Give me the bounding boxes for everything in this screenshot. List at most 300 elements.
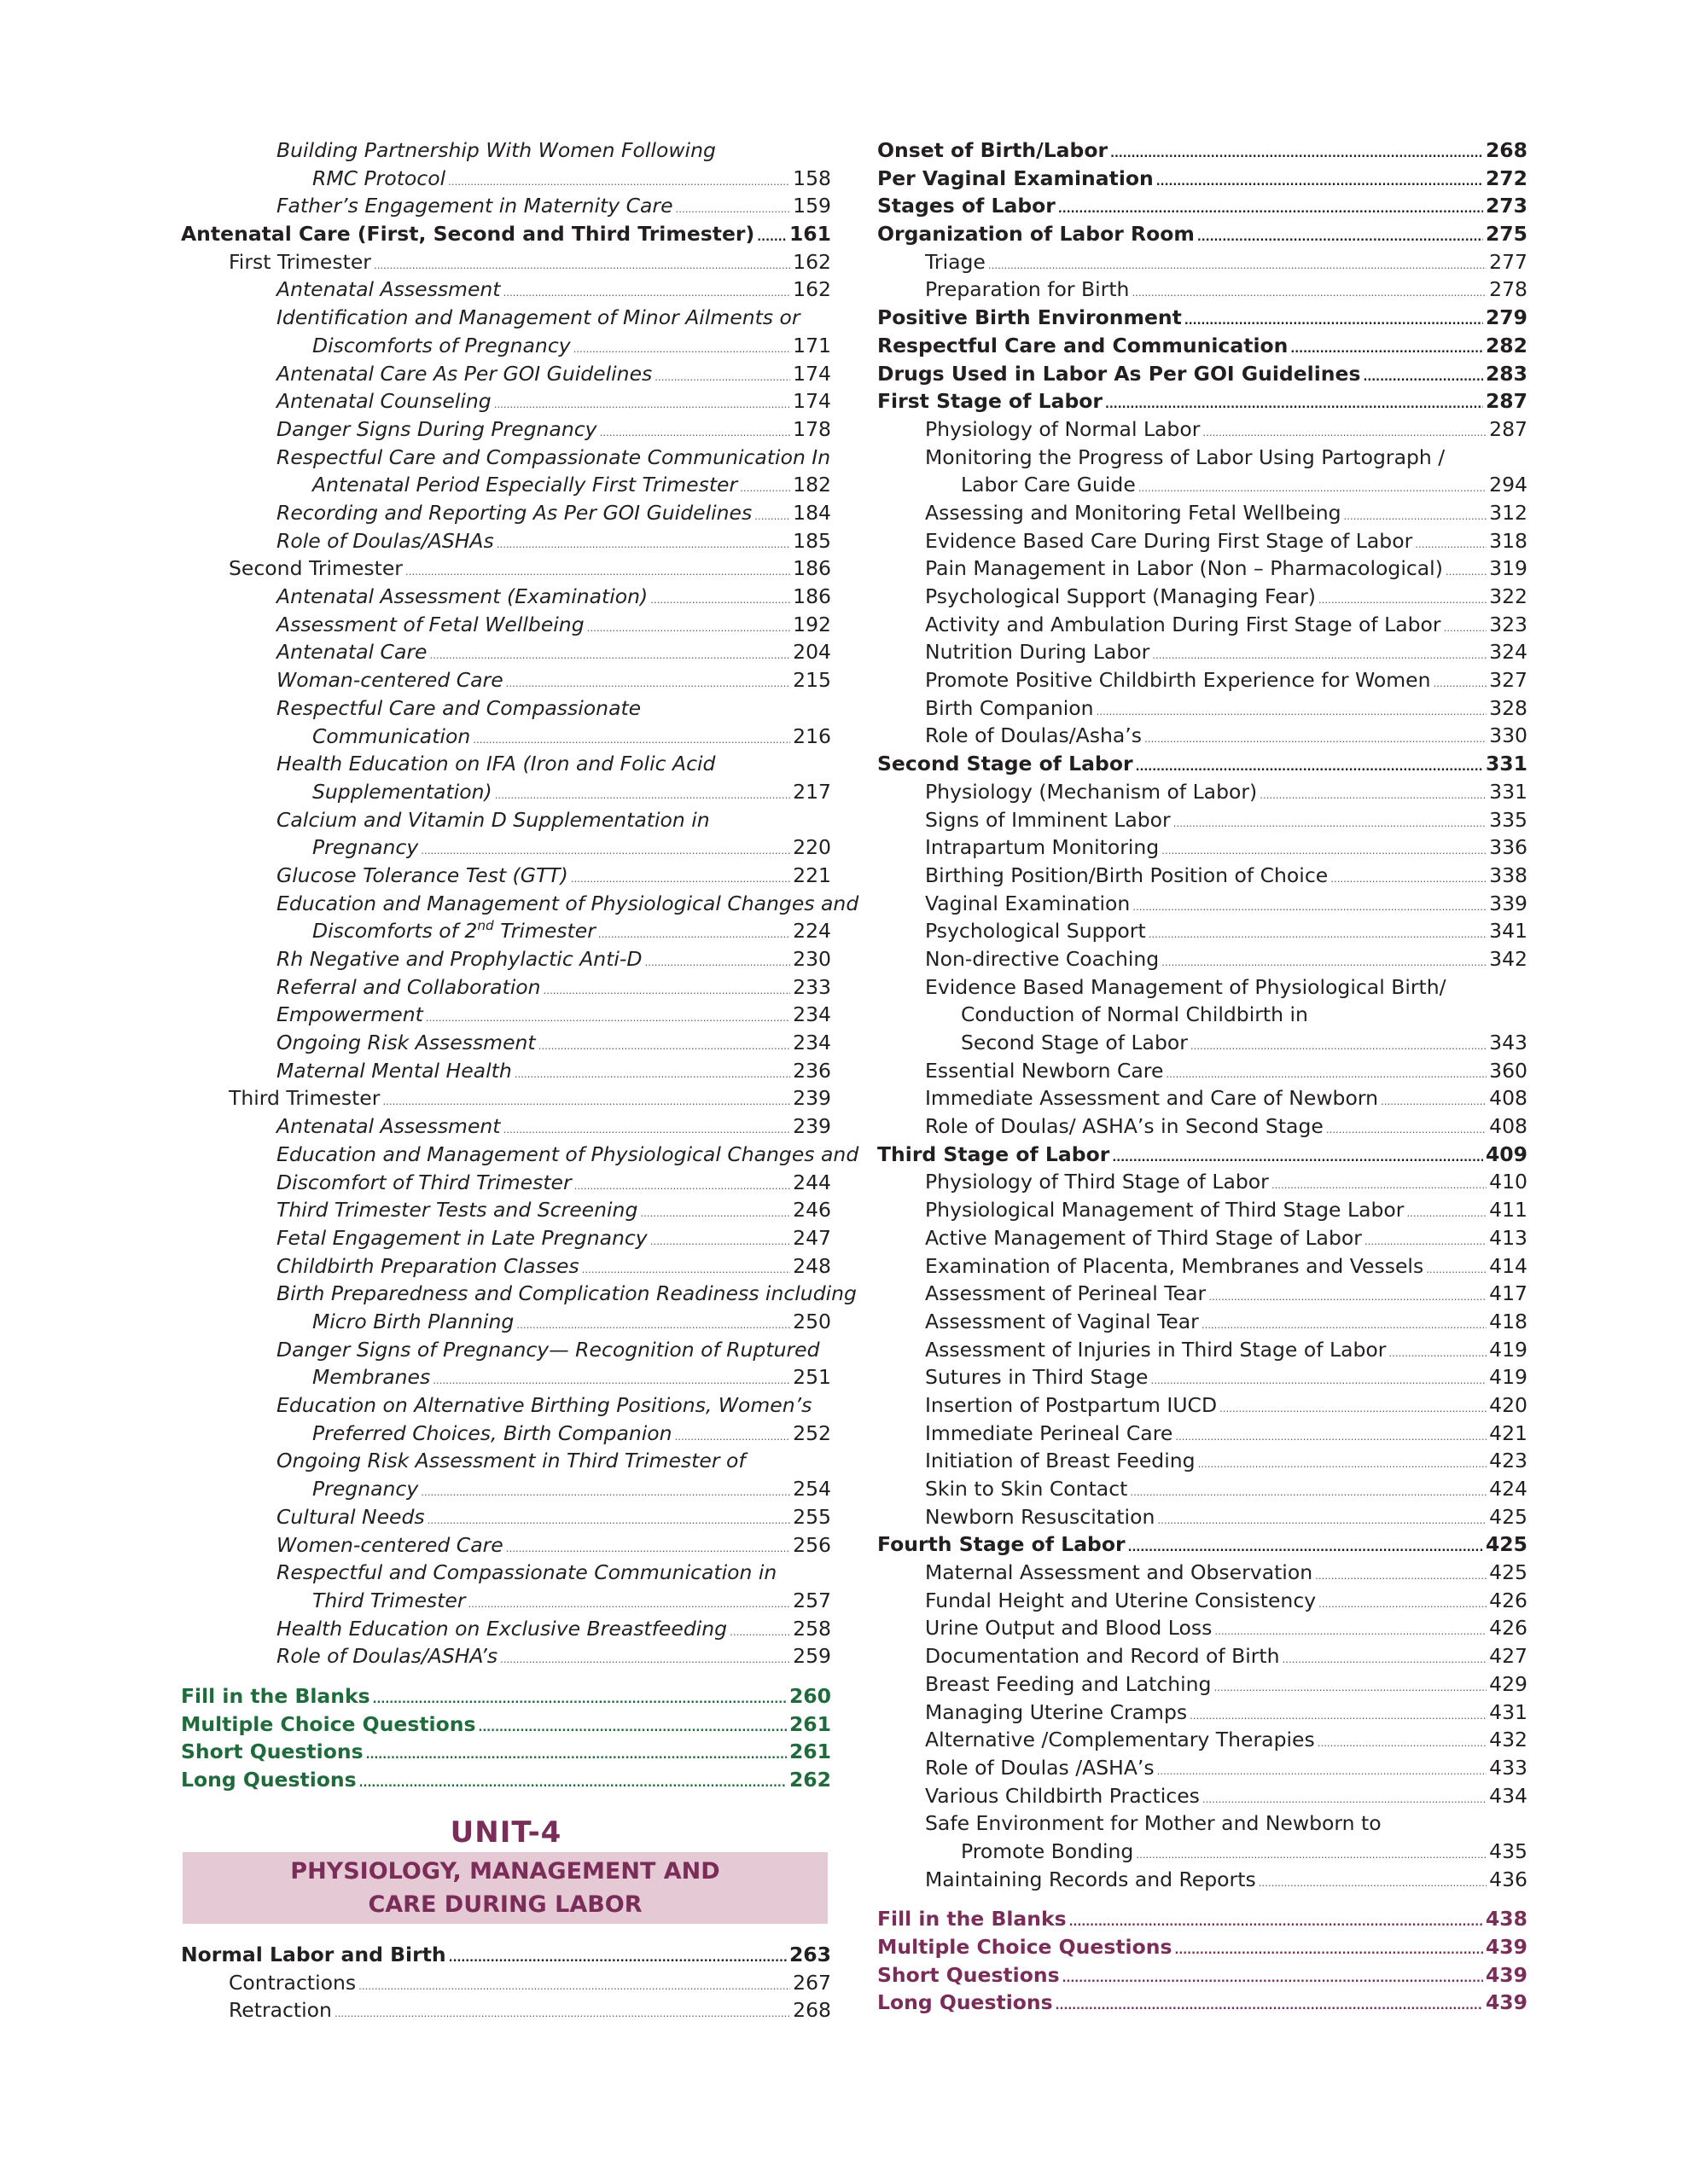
toc-entry-title: Third Trimester — [229, 1086, 381, 1111]
toc-entry-page-number: 260 — [788, 1684, 831, 1709]
toc-entry-title: Role of Doulas/ASHAs — [276, 528, 494, 553]
toc-entry-title-line: Respectful and Compassionate Communication in — [276, 1560, 777, 1585]
toc-entry-page-number: 178 — [793, 416, 831, 441]
toc-entry-title: Short Questions — [877, 1962, 1060, 1987]
toc-entry-page-number: 239 — [793, 1114, 831, 1139]
toc-entry-title: Psychological Support (Managing Fear) — [925, 584, 1316, 609]
toc-entry-title: Micro Birth Planning — [312, 1310, 515, 1334]
toc-entry-title: Second Trimester — [229, 556, 403, 581]
toc-entry — [877, 778, 1527, 806]
toc-entry-title: Respectful Care and Communication — [877, 333, 1289, 357]
toc-entry-title: Referral and Collaboration — [276, 974, 541, 999]
toc-entry-title: Skin to Skin Contact — [925, 1477, 1128, 1502]
toc-entry-title: Psychological Support — [925, 919, 1146, 944]
toc-left-column — [181, 136, 859, 1794]
toc-entry-title: Third Trimester — [312, 1588, 466, 1612]
toc-entry-page-number: 261 — [788, 1740, 831, 1764]
toc-entry-page-number: 409 — [1485, 1141, 1527, 1166]
toc-entry — [877, 1933, 1527, 1961]
toc-entry-title: Birth Companion — [925, 695, 1094, 720]
toc-entry-title: Alternative /Complementary Therapies — [925, 1728, 1315, 1752]
toc-entry-page-number: 423 — [1489, 1449, 1527, 1473]
toc-entry-page-number: 425 — [1489, 1504, 1527, 1529]
toc-left-column-unit4 — [181, 1941, 831, 2024]
toc-entry — [181, 973, 831, 1002]
toc-entry — [877, 583, 1527, 611]
toc-entry — [181, 1531, 831, 1560]
dot-leader — [335, 2000, 790, 2028]
toc-entry-title: Role of Doulas /ASHA’s — [925, 1755, 1155, 1780]
toc-entry-title: Antenatal Assessment (Examination) — [276, 584, 649, 609]
toc-entry-title: Antenatal Care — [276, 640, 428, 665]
toc-entry-title: Empowerment — [276, 1002, 423, 1027]
toc-entry-page-number: 186 — [793, 556, 831, 581]
toc-entry-title: First Trimester — [229, 249, 371, 274]
toc-entry-title-line: Education and Management of Physiological Changes and — [276, 1141, 859, 1166]
toc-entry-title: Role of Doulas/Asha’s — [925, 723, 1143, 748]
toc-entry-title-line: Ongoing Risk Assessment in Third Trimester of — [276, 1449, 746, 1473]
toc-entry — [877, 1782, 1527, 1810]
toc-entry-title: Birthing Position/Birth Position of Choice — [925, 863, 1329, 887]
toc-entry-page-number: 424 — [1489, 1477, 1527, 1502]
toc-entry-title-line: Evidence Based Management of Physiological Birth/ — [925, 974, 1446, 999]
toc-entry-title: Normal Labor and Birth — [181, 1943, 446, 1966]
toc-entry-title: Assessment of Injuries in Third Stage of Labor — [925, 1337, 1387, 1362]
toc-entry-title: Communication — [312, 723, 471, 748]
toc-entry — [877, 1224, 1527, 1252]
toc-entry-title-line: Conduction of Normal Childbirth in — [961, 1002, 1308, 1027]
toc-entry-title: Fourth Stage of Labor — [877, 1532, 1126, 1557]
toc-entry-page-number: 433 — [1489, 1755, 1527, 1780]
toc-entry — [877, 1754, 1527, 1782]
toc-entry-title: Fetal Engagement in Late Pregnancy — [276, 1225, 648, 1250]
toc-entry-title-line: Education on Alternative Birthing Positions, Women’s — [276, 1393, 812, 1418]
toc-entry-title: Father’s Engagement in Maternity Care — [276, 194, 673, 218]
toc-entry — [877, 444, 1527, 499]
toc-entry-page-number: 418 — [1489, 1309, 1527, 1333]
toc-entry — [877, 1905, 1527, 1933]
toc-entry-title: Assessment of Perineal Tear — [925, 1281, 1207, 1306]
toc-entry — [181, 1196, 831, 1224]
toc-entry-page-number: 250 — [793, 1310, 831, 1334]
toc-entry-page-number: 328 — [1489, 695, 1527, 720]
toc-entry — [181, 1559, 831, 1614]
toc-entry-title: Assessment of Vaginal Tear — [925, 1309, 1199, 1333]
toc-entry — [877, 638, 1527, 666]
toc-entry-title: Essential Newborn Care — [925, 1058, 1164, 1083]
toc-entry-page-number: 331 — [1489, 779, 1527, 804]
unit-heading: UNIT-4 — [450, 1815, 562, 1850]
toc-entry-title: Women-centered Care — [276, 1532, 503, 1557]
toc-entry-title: Physiology (Mechanism of Labor) — [925, 779, 1258, 804]
toc-entry-title-line: Health Education on IFA (Iron and Folic Acid — [276, 752, 716, 776]
toc-entry — [181, 611, 831, 639]
toc-entry-page-number: 439 — [1485, 1935, 1527, 1960]
toc-entry-page-number: 432 — [1489, 1728, 1527, 1752]
unit-title-line-2: CARE DURING LABOR — [368, 1891, 643, 1918]
toc-entry-title: Urine Output and Blood Loss — [925, 1616, 1213, 1641]
toc-entry-title: Multiple Choice Questions — [181, 1711, 476, 1736]
toc-entry-title-line: Building Partnership With Women Following — [276, 138, 716, 162]
toc-entry — [877, 1587, 1527, 1615]
toc-entry — [877, 750, 1527, 778]
toc-entry-page-number: 268 — [793, 1998, 831, 2023]
toc-entry-title: Newborn Resuscitation — [925, 1504, 1155, 1529]
toc-entry-page-number: 244 — [793, 1170, 831, 1194]
toc-entry — [181, 1969, 831, 1997]
toc-entry-title: Antenatal Assessment — [276, 1114, 501, 1139]
toc-entry — [181, 1682, 831, 1711]
toc-entry-title: Maternal Assessment and Observation — [925, 1560, 1313, 1585]
toc-entry — [181, 1996, 831, 2024]
toc-entry-title: Positive Birth Environment — [877, 305, 1182, 330]
toc-entry-page-number: 408 — [1489, 1114, 1527, 1139]
toc-right-column — [877, 136, 1527, 2017]
toc-entry-title: Documentation and Record of Birth — [925, 1644, 1280, 1669]
toc-entry — [181, 220, 831, 248]
toc-entry-title: Pain Management in Labor (Non – Pharmacological) — [925, 556, 1443, 581]
toc-entry-page-number: 282 — [1485, 333, 1527, 357]
toc-entry — [877, 1391, 1527, 1420]
toc-entry — [877, 1168, 1527, 1196]
toc-entry-page-number: 338 — [1489, 863, 1527, 887]
toc-entry-page-number: 224 — [793, 919, 831, 944]
toc-entry — [877, 945, 1527, 973]
toc-entry — [181, 192, 831, 220]
toc-entry-title: Membranes — [312, 1365, 431, 1390]
toc-entry-page-number: 411 — [1489, 1198, 1527, 1223]
toc-entry-page-number: 255 — [793, 1504, 831, 1529]
toc-entry-page-number: 360 — [1489, 1058, 1527, 1083]
toc-entry-page-number: 434 — [1489, 1783, 1527, 1808]
toc-entry — [877, 694, 1527, 723]
toc-entry-title: Discomforts of 2nd Trimester — [312, 918, 596, 944]
toc-entry — [877, 1961, 1527, 1989]
toc-entry-page-number: 262 — [788, 1768, 831, 1792]
toc-entry-page-number: 251 — [793, 1365, 831, 1390]
toc-entry-title: Long Questions — [877, 1990, 1053, 2015]
toc-entry-page-number: 278 — [1489, 277, 1527, 302]
toc-entry-page-number: 426 — [1489, 1588, 1527, 1612]
unit-title-banner — [183, 1852, 828, 1924]
toc-entry-page-number: 439 — [1485, 1990, 1527, 2015]
toc-entry-title-line: Danger Signs of Pregnancy— Recognition of Ruptured — [276, 1337, 820, 1362]
toc-entry-title: Per Vaginal Examination — [877, 166, 1154, 190]
toc-entry — [181, 1141, 859, 1196]
toc-entry-title: Supplementation) — [312, 779, 492, 804]
toc-entry-page-number: 414 — [1489, 1253, 1527, 1278]
toc-entry-page-number: 322 — [1489, 584, 1527, 609]
toc-entry-title: Managing Uterine Cramps — [925, 1699, 1188, 1724]
toc-entry — [181, 1615, 831, 1643]
toc-entry-page-number: 259 — [793, 1644, 831, 1669]
toc-entry-page-number: 268 — [1485, 138, 1527, 162]
toc-entry-page-number: 252 — [793, 1420, 831, 1445]
toc-entry-page-number: 158 — [793, 166, 831, 190]
toc-entry-page-number: 257 — [793, 1588, 831, 1612]
toc-entry-page-number: 261 — [788, 1711, 831, 1736]
toc-entry-title: Multiple Choice Questions — [877, 1935, 1172, 1960]
toc-entry-page-number: 162 — [793, 249, 831, 274]
toc-entry-title: Organization of Labor Room — [877, 222, 1195, 247]
toc-entry-title: Promote Positive Childbirth Experience for Women — [925, 668, 1431, 693]
toc-entry-title: Preferred Choices, Birth Companion — [312, 1420, 672, 1445]
toc-entry-title: Discomforts of Pregnancy — [312, 333, 571, 357]
toc-entry — [181, 638, 831, 666]
toc-entry — [181, 444, 831, 499]
toc-entry-page-number: 435 — [1489, 1839, 1527, 1863]
toc-entry-title-line: Education and Management of Physiological Changes and — [276, 891, 859, 915]
toc-entry-page-number: 184 — [793, 500, 831, 525]
toc-entry — [181, 1224, 831, 1252]
toc-entry — [181, 1941, 831, 1969]
toc-entry — [877, 1057, 1527, 1085]
toc-entry-title: Antenatal Care As Per GOI Guidelines — [276, 361, 653, 386]
toc-entry — [181, 555, 831, 583]
toc-entry — [181, 945, 831, 973]
toc-entry-title: Assessing and Monitoring Fetal Wellbeing — [925, 500, 1341, 525]
toc-entry — [181, 1252, 831, 1281]
toc-entry — [877, 360, 1527, 388]
toc-entry-title: Various Childbirth Practices — [925, 1783, 1200, 1808]
toc-entry-page-number: 258 — [793, 1616, 831, 1641]
toc-entry-title: Activity and Ambulation During First Stage of Labor — [925, 612, 1441, 636]
toc-entry-title-line: Respectful Care and Compassionate — [276, 695, 642, 720]
toc-entry — [877, 1726, 1527, 1754]
toc-entry-page-number: 426 — [1489, 1616, 1527, 1641]
toc-entry-page-number: 413 — [1489, 1225, 1527, 1250]
toc-entry — [181, 666, 831, 694]
toc-entry-page-number: 182 — [793, 473, 831, 497]
toc-entry — [181, 890, 859, 945]
toc-entry-page-number: 221 — [793, 863, 831, 887]
toc-entry-title: Retraction — [229, 1998, 332, 2023]
toc-entry-title: Signs of Imminent Labor — [925, 807, 1171, 832]
toc-entry-page-number: 236 — [793, 1058, 831, 1083]
toc-entry-title: Promote Bonding — [961, 1839, 1134, 1863]
toc-entry-page-number: 174 — [793, 361, 831, 386]
toc-entry-title: Short Questions — [181, 1740, 364, 1764]
toc-entry-title: Role of Doulas/ ASHA’s in Second Stage — [925, 1114, 1324, 1139]
toc-entry-page-number: 159 — [793, 194, 831, 218]
toc-entry-title: Physiological Management of Third Stage Labor — [925, 1198, 1405, 1223]
toc-entry — [877, 890, 1527, 918]
toc-entry-page-number: 233 — [793, 974, 831, 999]
dot-leader — [1259, 1869, 1487, 1897]
toc-entry-page-number: 171 — [793, 333, 831, 357]
toc-entry — [877, 1447, 1527, 1475]
toc-entry-page-number: 331 — [1485, 752, 1527, 776]
toc-entry-title: Second Stage of Labor — [961, 1031, 1188, 1055]
toc-entry-page-number: 186 — [793, 584, 831, 609]
toc-entry-page-number: 248 — [793, 1253, 831, 1278]
toc-entry-page-number: 277 — [1489, 249, 1527, 274]
toc-entry — [877, 1642, 1527, 1670]
toc-entry-page-number: 273 — [1485, 194, 1527, 218]
toc-entry-page-number: 161 — [788, 222, 831, 247]
toc-entry-title: Pregnancy — [312, 1477, 419, 1502]
toc-entry-page-number: 408 — [1489, 1086, 1527, 1111]
toc-entry-page-number: 323 — [1489, 612, 1527, 636]
toc-entry-page-number: 246 — [793, 1198, 831, 1223]
toc-entry — [877, 1363, 1527, 1391]
toc-entry — [877, 192, 1527, 220]
toc-entry — [877, 1196, 1527, 1224]
toc-entry-page-number: 312 — [1489, 500, 1527, 525]
toc-entry — [877, 1670, 1527, 1699]
toc-entry-page-number: 417 — [1489, 1281, 1527, 1306]
toc-entry-title-line: Calcium and Vitamin D Supplementation in — [276, 807, 710, 832]
toc-entry-title: Breast Feeding and Latching — [925, 1671, 1212, 1696]
toc-entry-page-number: 319 — [1489, 556, 1527, 581]
toc-entry-title: Maternal Mental Health — [276, 1058, 512, 1083]
toc-entry-page-number: 174 — [793, 389, 831, 414]
toc-entry-page-number: 247 — [793, 1225, 831, 1250]
toc-entry-title: Onset of Birth/Labor — [877, 138, 1108, 162]
toc-entry — [877, 165, 1527, 193]
toc-entry-title: Non-directive Coaching — [925, 946, 1160, 971]
toc-entry — [877, 1420, 1527, 1448]
toc-entry-title-line: Birth Preparedness and Complication Readiness including — [276, 1281, 857, 1306]
toc-entry-page-number: 287 — [1489, 416, 1527, 441]
toc-entry-title: Stages of Labor — [877, 194, 1056, 218]
toc-entry-title: Pregnancy — [312, 835, 419, 860]
toc-entry — [181, 415, 831, 444]
toc-entry-title: Antenatal Assessment — [276, 277, 501, 302]
toc-entry — [181, 527, 831, 555]
toc-entry-page-number: 318 — [1489, 528, 1527, 553]
toc-entry-title: Antenatal Care (First, Second and Third Trimester) — [181, 222, 755, 247]
toc-entry — [181, 499, 831, 527]
toc-entry-page-number: 330 — [1489, 723, 1527, 748]
toc-entry-title: Preparation for Birth — [925, 277, 1130, 302]
toc-entry-page-number: 230 — [793, 947, 831, 972]
toc-entry-page-number: 335 — [1489, 807, 1527, 832]
toc-entry — [877, 1809, 1527, 1865]
toc-entry-title: First Stage of Labor — [877, 389, 1103, 414]
toc-entry-title-line: Identification and Management of Minor Ailments or — [276, 305, 800, 330]
toc-entry-title: Sutures in Third Stage — [925, 1365, 1149, 1390]
toc-entry — [877, 1336, 1527, 1364]
toc-entry — [181, 1336, 831, 1391]
toc-entry — [181, 360, 831, 388]
toc-entry-title: Immediate Perineal Care — [925, 1420, 1173, 1445]
toc-entry-page-number: 217 — [793, 779, 831, 804]
toc-entry — [181, 1766, 831, 1794]
toc-entry-page-number: 327 — [1489, 668, 1527, 693]
toc-entry — [181, 248, 831, 276]
toc-entry — [877, 1112, 1527, 1141]
toc-entry — [877, 666, 1527, 694]
toc-entry-page-number: 436 — [1489, 1867, 1527, 1891]
toc-entry — [181, 1029, 831, 1057]
toc-entry-page-number: 341 — [1489, 919, 1527, 944]
toc-entry — [877, 1699, 1527, 1727]
toc-entry-page-number: 162 — [793, 277, 831, 302]
toc-entry — [877, 1559, 1527, 1587]
toc-entry-title: Active Management of Third Stage of Labor — [925, 1225, 1362, 1250]
toc-entry-page-number: 287 — [1485, 389, 1527, 414]
toc-entry-title: Ongoing Risk Assessment — [276, 1031, 536, 1055]
toc-entry — [877, 1989, 1527, 2017]
toc-entry-page-number: 427 — [1489, 1644, 1527, 1669]
toc-entry-title: Antenatal Period Especially First Trimester — [312, 473, 738, 497]
toc-entry-title: Health Education on Exclusive Breastfeeding — [276, 1616, 728, 1641]
toc-entry-title: Woman-centered Care — [276, 668, 503, 693]
toc-entry-page-number: 234 — [793, 1031, 831, 1055]
toc-entry — [181, 1001, 831, 1029]
toc-entry-page-number: 256 — [793, 1532, 831, 1557]
toc-entry — [181, 304, 831, 359]
toc-entry-title: Second Stage of Labor — [877, 752, 1133, 776]
toc-entry-title: Initiation of Breast Feeding — [925, 1449, 1196, 1473]
toc-entry — [877, 387, 1527, 415]
toc-entry-page-number: 343 — [1489, 1031, 1527, 1055]
toc-entry — [877, 276, 1527, 304]
toc-entry — [181, 806, 831, 862]
toc-entry-title: Third Stage of Labor — [877, 1141, 1110, 1166]
toc-entry — [181, 1057, 831, 1085]
toc-entry — [181, 750, 831, 805]
toc-entry — [181, 1642, 831, 1670]
toc-entry-title: Glucose Tolerance Test (GTT) — [276, 863, 568, 887]
toc-entry-page-number: 215 — [793, 668, 831, 693]
toc-entry-title: Immediate Assessment and Care of Newborn — [925, 1086, 1378, 1111]
toc-entry-page-number: 239 — [793, 1086, 831, 1111]
toc-entry-title: Physiology of Third Stage of Labor — [925, 1170, 1269, 1194]
toc-entry-title-line: Monitoring the Progress of Labor Using Partograph / — [925, 444, 1446, 469]
toc-entry-title: Fill in the Blanks — [181, 1684, 370, 1709]
toc-entry — [877, 1280, 1527, 1308]
toc-entry — [181, 694, 831, 750]
toc-entry — [877, 917, 1527, 945]
toc-entry-page-number: 425 — [1485, 1532, 1527, 1557]
toc-entry-title: Physiology of Normal Labor — [925, 416, 1201, 441]
toc-entry-title: Danger Signs During Pregnancy — [276, 416, 597, 441]
toc-entry — [877, 555, 1527, 583]
toc-entry-title: Vaginal Examination — [925, 891, 1131, 915]
toc-entry-page-number: 192 — [793, 612, 831, 636]
toc-entry — [877, 1503, 1527, 1531]
toc-entry-page-number: 439 — [1485, 1962, 1527, 1987]
toc-entry-page-number: 438 — [1485, 1907, 1527, 1931]
toc-entry — [181, 1711, 831, 1739]
toc-entry — [877, 527, 1527, 555]
toc-entry-title: Labor Care Guide — [961, 473, 1136, 497]
toc-entry — [877, 248, 1527, 276]
toc-entry — [877, 304, 1527, 332]
toc-entry — [877, 862, 1527, 890]
toc-entry — [877, 220, 1527, 248]
toc-entry-page-number: 216 — [793, 723, 831, 748]
toc-entry-page-number: 279 — [1485, 305, 1527, 330]
toc-entry-page-number: 336 — [1489, 835, 1527, 860]
toc-entry-title-line: Respectful Care and Compassionate Communication In — [276, 444, 831, 469]
toc-entry-page-number: 419 — [1489, 1365, 1527, 1390]
toc-entry — [181, 1503, 831, 1531]
toc-entry-title: Maintaining Records and Reports — [925, 1867, 1256, 1891]
toc-entry-title: Examination of Placenta, Membranes and Vessels — [925, 1253, 1424, 1278]
toc-entry-title: Long Questions — [181, 1768, 357, 1792]
toc-entry-page-number: 234 — [793, 1002, 831, 1027]
toc-entry — [877, 1531, 1527, 1559]
toc-entry-title: Antenatal Counseling — [276, 389, 492, 414]
toc-entry-page-number: 419 — [1489, 1337, 1527, 1362]
toc-entry-page-number: 429 — [1489, 1671, 1527, 1696]
toc-entry-page-number: 421 — [1489, 1420, 1527, 1445]
toc-entry — [877, 415, 1527, 444]
toc-entry — [877, 806, 1527, 834]
